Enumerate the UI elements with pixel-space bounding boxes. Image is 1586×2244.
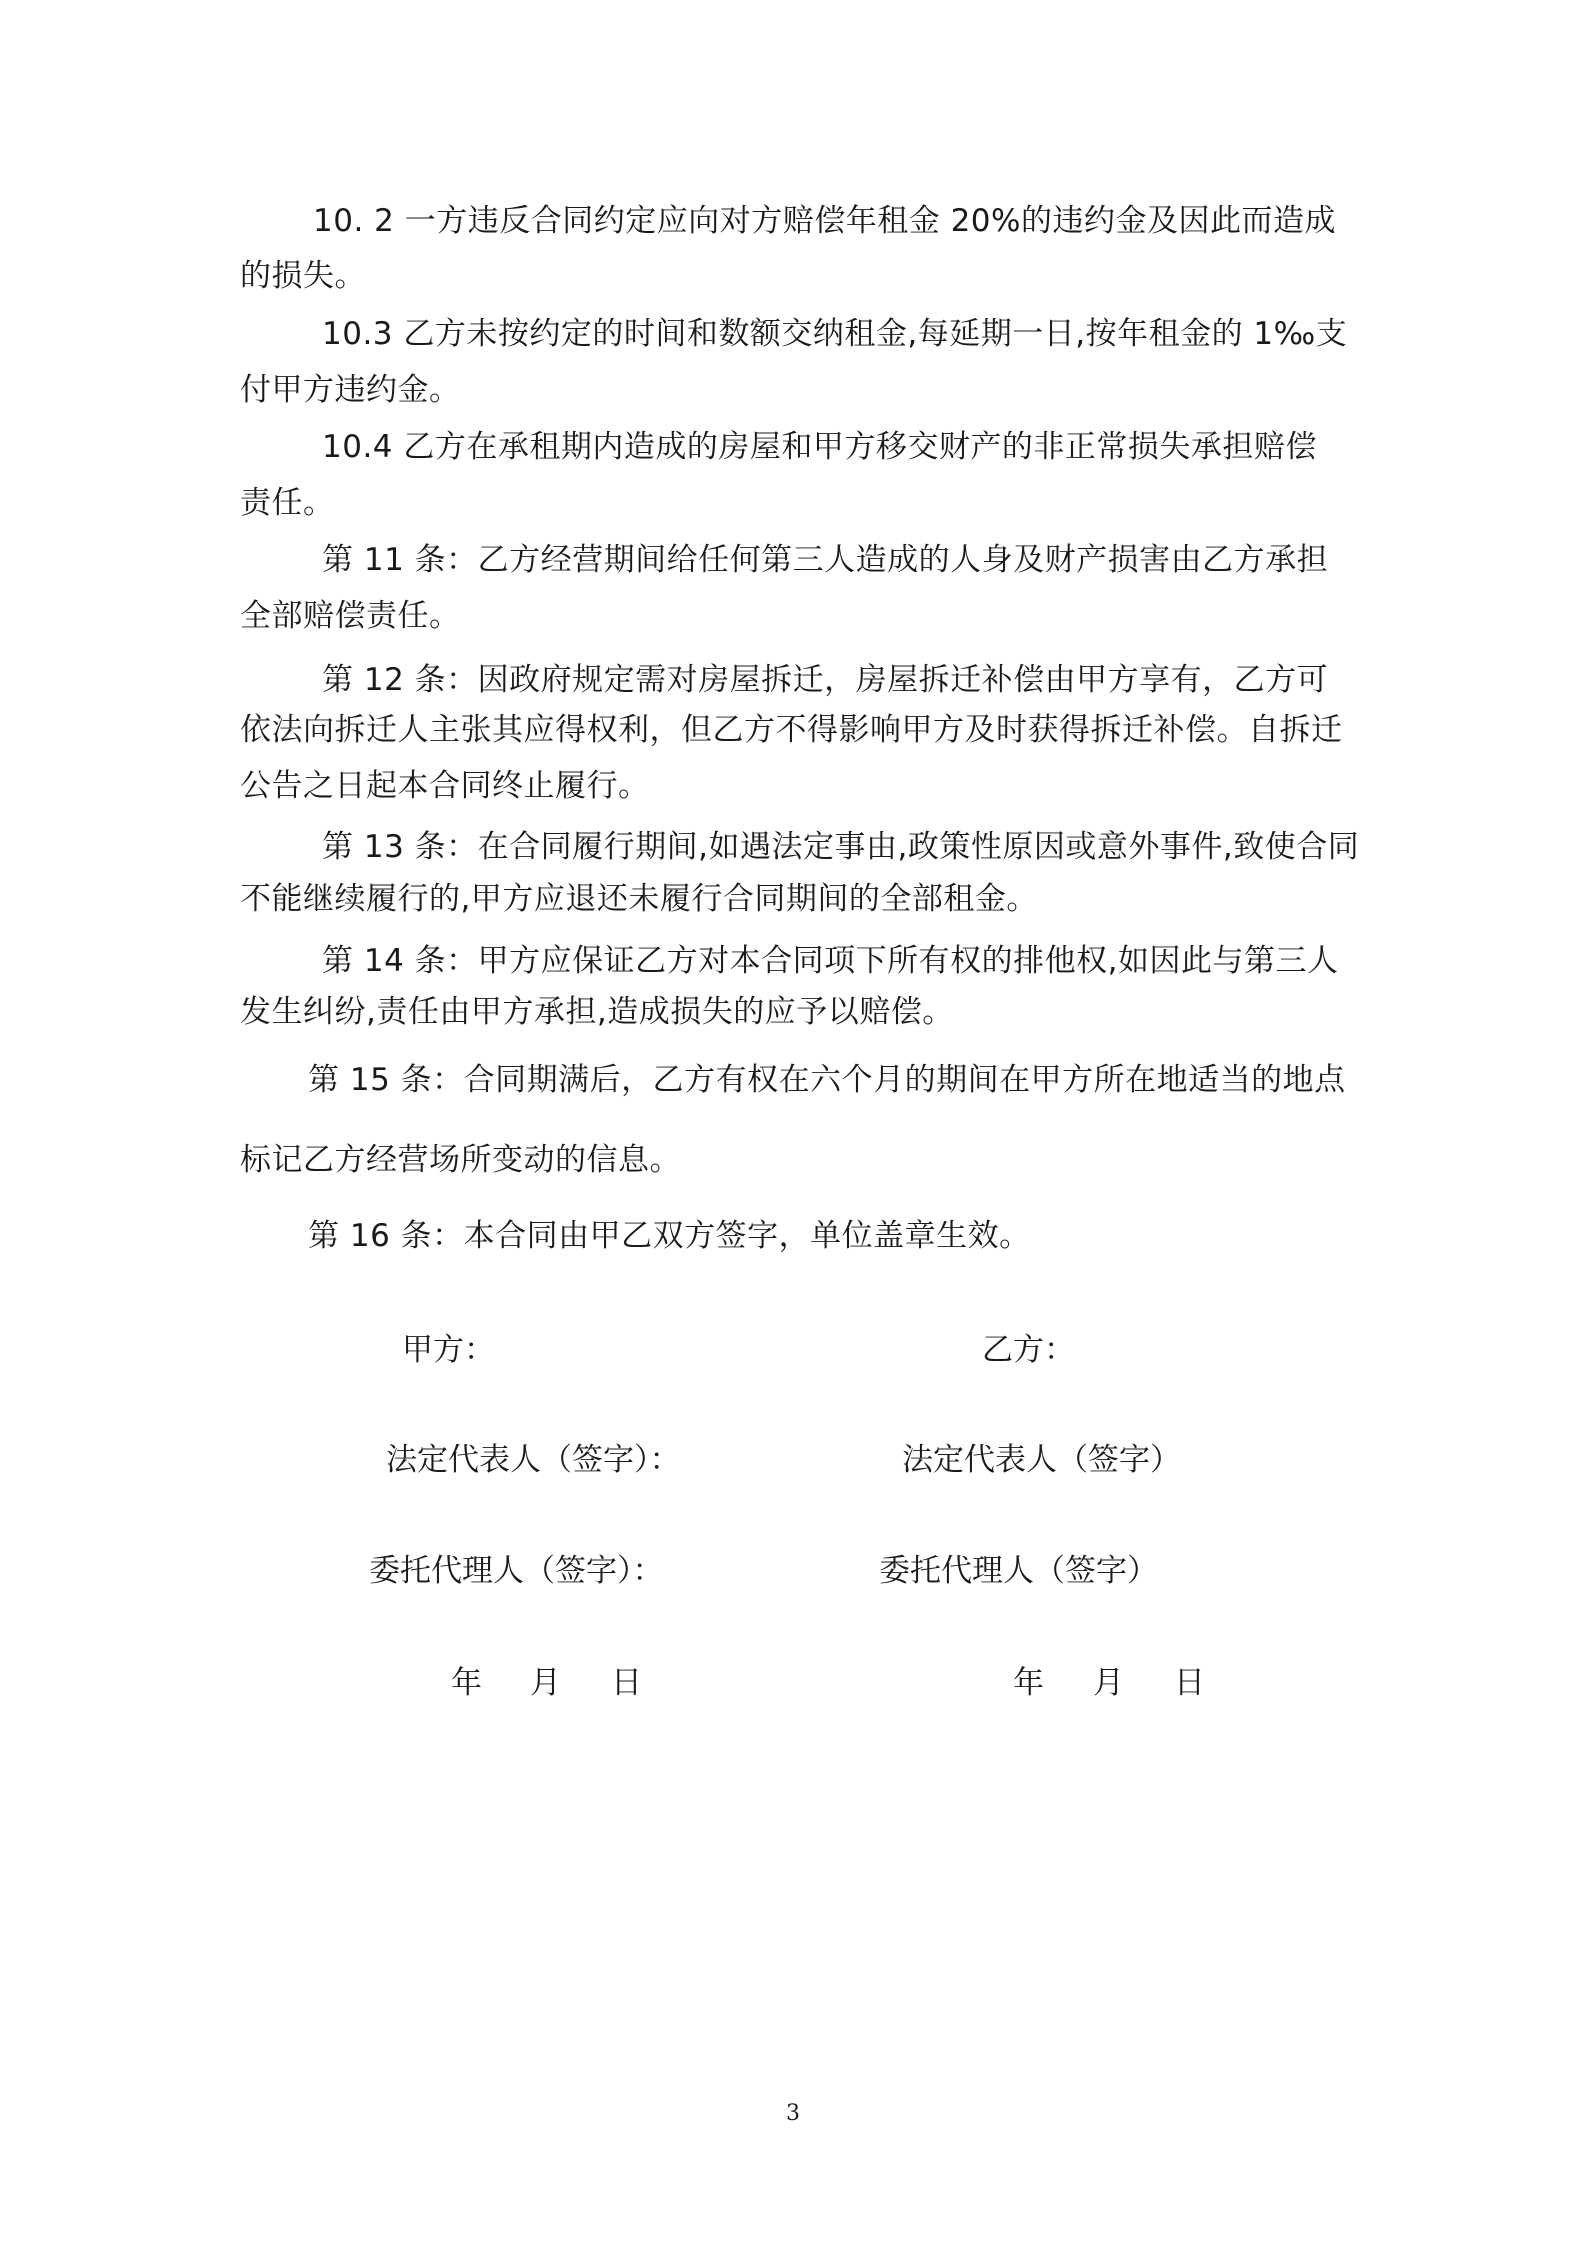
clause-10-4-line-1: 10.4 乙方在承租期内造成的房屋和甲方移交财产的非正常损失承担赔偿 <box>322 429 1317 465</box>
clause-12-line-2: 依法向拆迁人主张其应得权利，但乙方不得影响甲方及时获得拆迁补偿。自拆迁 <box>240 712 1343 748</box>
party-a-legal-representative: 法定代表人（签字）： <box>386 1442 681 1478</box>
clause-16-line-1: 第 16 条：本合同由甲乙双方签字，单位盖章生效。 <box>308 1218 1031 1254</box>
clause-12-line-3: 公告之日起本合同终止履行。 <box>240 768 650 804</box>
clause-14-line-1: 第 14 条：甲方应保证乙方对本合同项下所有权的排他权,如因此与第三人 <box>322 943 1339 979</box>
clause-10-3-line-1: 10.3 乙方未按约定的时间和数额交纳租金,每延期一日,按年租金的 1‰支 <box>322 316 1348 352</box>
clause-13-line-2: 不能继续履行的,甲方应退还未履行合同期间的全部租金。 <box>240 881 1038 917</box>
clause-15-line-2: 标记乙方经营场所变动的信息。 <box>240 1142 681 1178</box>
party-a-date-year: 年 <box>451 1665 482 1701</box>
clause-11-line-1: 第 11 条：乙方经营期间给任何第三人造成的人身及财产损害由乙方承担 <box>322 542 1329 578</box>
party-a-date-day: 日 <box>611 1665 642 1701</box>
party-b-date-year: 年 <box>1013 1665 1044 1701</box>
clause-10-3-line-2: 付甲方违约金。 <box>240 372 461 408</box>
clause-15-line-1: 第 15 条：合同期满后，乙方有权在六个月的期间在甲方所在地适当的地点 <box>308 1062 1346 1098</box>
page-number: 3 <box>786 2101 800 2126</box>
clause-10-2-line-1: 10. 2 一方违反合同约定应向对方赔偿年租金 20%的违约金及因此而造成 <box>313 203 1336 239</box>
clause-11-line-2: 全部赔偿责任。 <box>240 598 461 634</box>
clause-13-line-1: 第 13 条：在合同履行期间,如遇法定事由,政策性原因或意外事件,致使合同 <box>322 829 1360 865</box>
clause-10-2-line-2: 的损失。 <box>240 258 366 294</box>
clause-14-line-2: 发生纠纷,责任由甲方承担,造成损失的应予以赔偿。 <box>240 994 954 1030</box>
party-a-authorized-agent: 委托代理人（签字）： <box>369 1553 664 1589</box>
party-b-label: 乙方： <box>982 1332 1075 1368</box>
party-a-label: 甲方： <box>402 1332 495 1368</box>
party-b-authorized-agent: 委托代理人（签字） <box>879 1553 1158 1589</box>
clause-12-line-1: 第 12 条：因政府规定需对房屋拆迁，房屋拆迁补偿由甲方享有，乙方可 <box>322 662 1329 698</box>
clause-10-4-line-2: 责任。 <box>240 485 335 521</box>
party-a-date-month: 月 <box>530 1665 561 1701</box>
party-b-date-month: 月 <box>1093 1665 1124 1701</box>
party-b-legal-representative: 法定代表人（签字） <box>902 1442 1181 1478</box>
party-b-date-day: 日 <box>1174 1665 1205 1701</box>
